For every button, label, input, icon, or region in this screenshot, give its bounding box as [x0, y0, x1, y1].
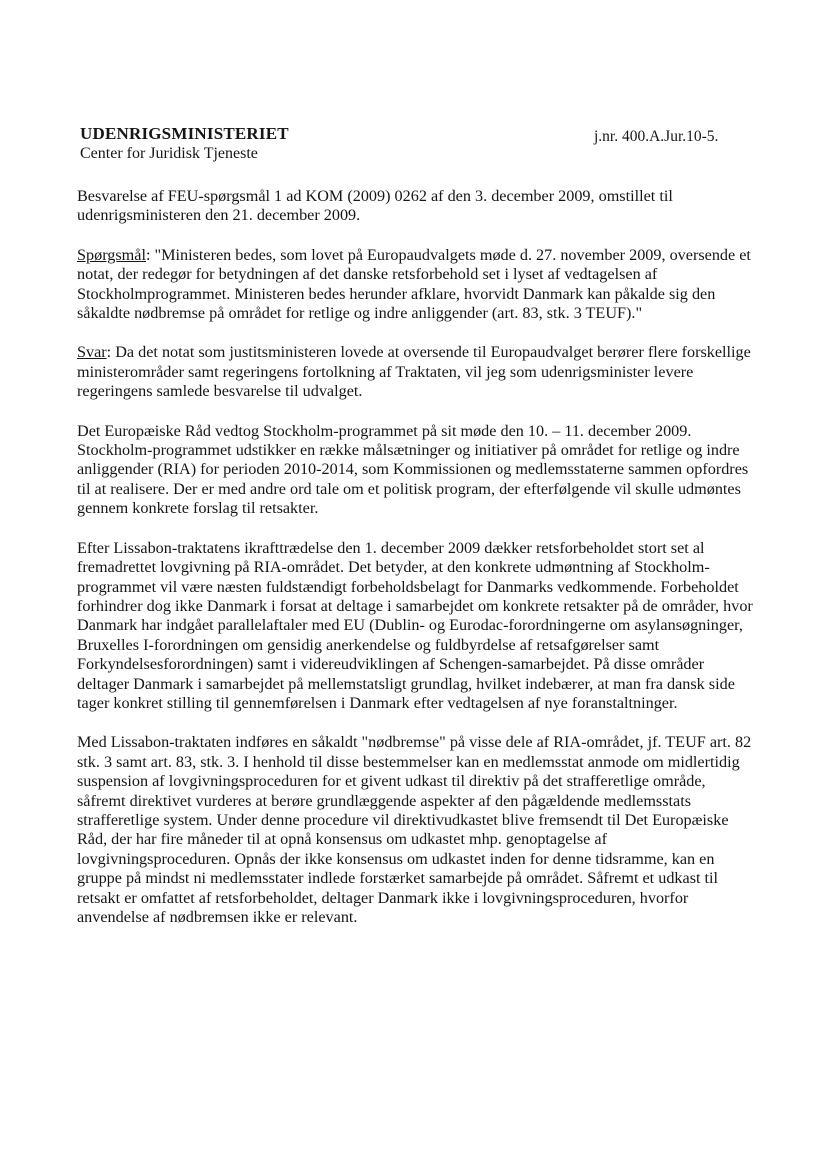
body-paragraph: Med Lissabon-traktaten indføres en såkaldt "nødbremse" på visse dele af RIA-området, jf. TEUF art. 82 stk. 3 samt art. 83, stk. 3. I henhold til disse bestemmelser kan en medlemsstat anmode om midlertidig suspension af lovgivningsproceduren for et givent udkast til direktiv på det strafferetlige område, såfremt direktivet vurderes at berøre grundlæggende aspekter af den pågældende medlemsstats strafferetlige system. Under denne procedure vil direktivudkastet blive fremsendt til Det Europæiske Råd, der har fire måneder til at opnå konsensus om udkastet mhp. genoptagelse af lovgivningsproceduren. Opnås der ikke konsensus om udkastet inden for denne tidsramme, kan en gruppe på mindst ni medlemsstater indlede forstærket samarbejde på området. Såfremt et udkast til retsakt er omfattet af retsforbeholdet, deltager Danmark ikke i lovgivningsproceduren, hvorfor anvendelse af nødbremsen ikke er relevant.: [77, 733, 752, 926]
ministry-name: UDENRIGSMINISTERIET: [80, 124, 289, 143]
question-paragraph: [77, 246, 753, 324]
question-text: : "Ministeren bedes, som lovet på Europaudvalgets møde d. 27. november 2009, oversende et notat, der redegør for betydningen af det danske retsforbehold set i lyset af vedtagelsen af Stockholmprogrammet. Ministeren bedes herunder afklare, hvorvidt Danmark kan påkalde sig den såkaldte nødbremse på området for retlige og indre anliggender (art. 83, stk. 3 TEUF).": [77, 245, 751, 323]
body-paragraph: Efter Lissabon-traktatens ikrafttrædelse den 1. december 2009 dækker retsforbeholdet stort set al fremadrettet lovgivning på RIA-området. Det betyder, at den konkrete udmøntning af Stockholm-programmet vil være næsten fuldstændigt forbeholdsbelagt for Danmarks vedkommende. Forbeholdet forhindrer dog ikke Danmark i forsat at deltage i samarbejdet om konkrete retsakter på de områder, hvor Danmark har indgået parallelaftaler med EU (Dublin- og Eurodac-forordningerne om asylansøgninger, Bruxelles I-forordningen om gensidig anerkendelse og fuldbyrdelse af retsafgørelser samt Forkyndelsesforordningen) samt i videreudviklingen af Schengen-samarbejdet. På disse områder deltager Danmark i samarbejdet på mellemstatsligt grundlag, hvilket indebærer, at man fra dansk side tager konkret stilling til gennemførelsen i Danmark efter vedtagelsen af nye foranstaltninger.: [77, 538, 753, 712]
answer-text: : Da det notat som justitsministeren lovede at oversende til Europaudvalget berører flere forskellige ministerområder samt regeringens fortolkning af Traktaten, vil jeg som udenrigsminister levere regeringens samlede besvarelse til udvalget.: [77, 343, 751, 401]
journal-number: j.nr. 400.A.Jur.10-5.: [594, 128, 719, 145]
body-paragraph: Det Europæiske Råd vedtog Stockholm-programmet på sit møde den 10. – 11. december 2009. Stockholm-programmet udstikker en række målsætninger og initiativer på området for retlige og indre anliggender (RIA) for perioden 2010-2014, som Kommissionen og medlemsstaterne sammen opfordres til at realisere. Der er med andre ord tale om et politisk program, der efterfølgende vil skulle udmøntes gennem konkrete forslag til retsakter.: [77, 421, 749, 518]
department-name: Center for Juridisk Tjeneste: [80, 145, 258, 162]
answer-label: Svar: [77, 343, 107, 362]
answer-paragraph: [77, 343, 753, 401]
intro-paragraph: Besvarelse af FEU-spørgsmål 1 ad KOM (2009) 0262 af den 3. december 2009, omstillet til udenrigsministeren den 21. december 2009.: [77, 187, 673, 225]
document-body: [77, 187, 753, 947]
question-label: Spørgsmål: [77, 245, 146, 264]
